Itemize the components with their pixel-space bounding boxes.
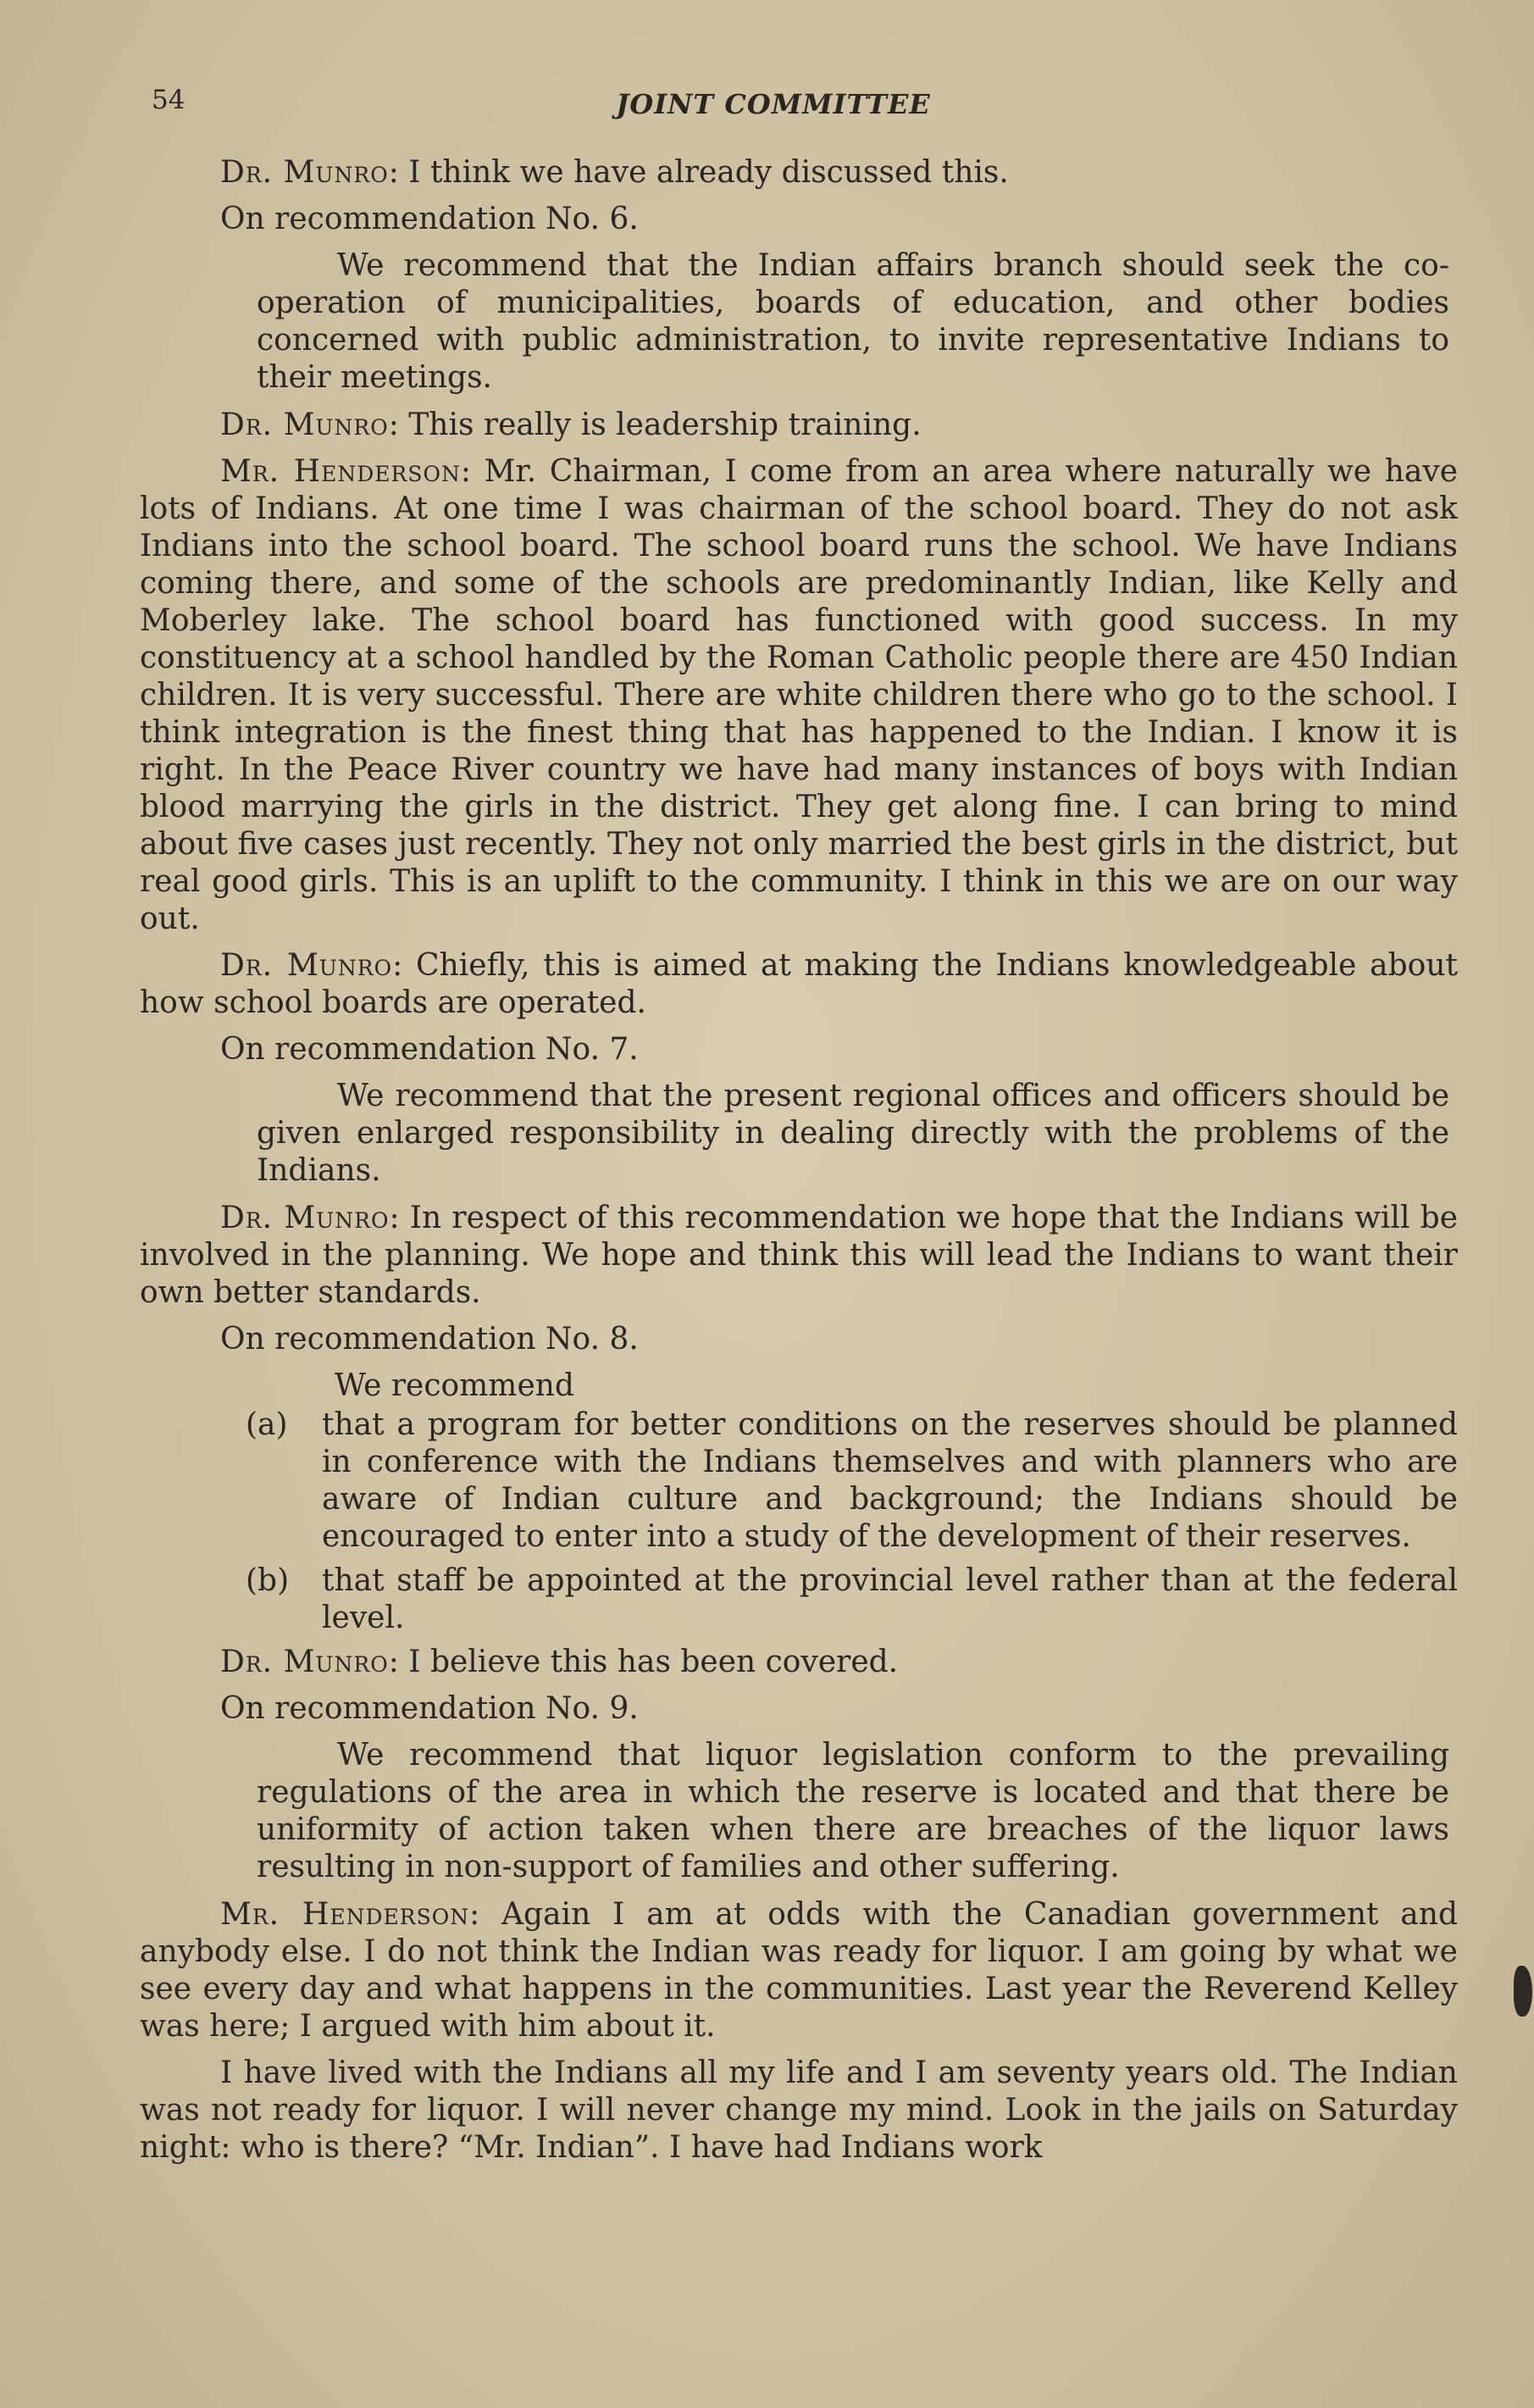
speaker-name: Dr. Munro (220, 408, 389, 442)
recommendation-item (246, 1407, 1458, 1556)
recommendation-lead: We recommend (335, 1368, 574, 1403)
recommendation-heading: On recommendation No. 7. (220, 1032, 639, 1067)
speech-text: Again I am at odds with the Canadian government and anybody else. I do not think the Indian was ready for liquor. I am going by what we see every day and what happens in the communities. Last year the Reverend Kelley was here; I argued with him about it. (140, 1897, 1458, 2044)
speech-text: I believe this has been covered. (408, 1645, 899, 1679)
speaker-name: Mr. Henderson (220, 454, 461, 489)
recommendation-heading: On recommendation No. 9. (220, 1691, 639, 1726)
item-label: (a) (246, 1407, 288, 1442)
recommendation-item (246, 1562, 1458, 1637)
recommendation-heading: On recommendation No. 8. (220, 1322, 639, 1357)
item-text: that a program for better conditions on the reserves should be planned in conference with the Indians themselves and with planners who are aware of Indian culture and background; the Indians should be encouraged to enter into a study of the development of their reserves. (322, 1407, 1458, 1554)
speech-text: I think we have already discussed this. (408, 155, 1009, 190)
recommendation-quote: We recommend that the Indian affairs branch should seek the co-operation of municipalities, boards of education, and other bodies concerned with public administration, to invite representative Indians to their meetings. (257, 248, 1449, 395)
document-body (140, 154, 1458, 2167)
speech-text: Chiefly, this is aimed at making the Indians knowledgeable about how school boards are operated. (140, 948, 1459, 1020)
speech-text: Mr. Chairman, I come from an area where naturally we have lots of Indians. At one time I was chairman of the school board. They do not ask Indians into the school board. The school board runs the school. We have Indians coming there, and some of the schools are predominantly Indian, like Kelly and Moberley lake. The school board has functioned with good success. In my constituency at a school handled by the Roman Catholic people there are 450 Indian children. It is very successful. There are white children there who go to the school. I think integration is the finest thing that has happened to the Indian. I know it is right. In the Peace River country we have had many instances of boys with Indian blood marrying the girls in the district. They get along fine. I can bring to mind about five cases just recently. They not only married the best girls in the district, but real good girls. This is an uplift to the community. I think in this we are on our way out. (140, 454, 1458, 936)
speech-paragraph: Mr. Henderson: Mr. Chairman, I come from an area where naturally we have lots of Indians. At one time I was chairman of the school board. They do not ask Indians into the school board. The school board runs the school. We have Indians coming there, and some of the schools are predominantly Indian, like Kelly and Moberley lake. The school board has functioned with good success. In my constituency at a school handled by the Roman Catholic people there are 450 Indian children. It is very successful. There are white children there who go to the school. I think integration is the finest thing that has happened to the Indian. I know it is right. In the Peace River country we have had many instances of boys with Indian blood marrying the girls in the district. They get along fine. I can bring to mind about five cases just recently. They not only married the best girls in the district, but real good girls. This is an uplift to the community. I think in this we are on our way out. (140, 454, 1458, 936)
item-text: that staff be appointed at the provincial level rather than at the federal level. (322, 1563, 1458, 1635)
page-header (140, 85, 1458, 136)
speaker-name: Dr. Munro (220, 1201, 390, 1235)
recommendation-quote: We recommend that liquor legislation conform to the prevailing regulations of the area in which the reserve is located and that there be uniformity of action taken when there are breaches of the liquor laws resulting in non-support of families and other suffering. (257, 1738, 1449, 1884)
speech-paragraph: Dr. Munro: In respect of this recommendation we hope that the Indians will be involved in the planning. We hope and think this will lead the Indians to want their own better standards. (140, 1201, 1459, 1310)
speaker-name: Dr. Munro (220, 155, 389, 190)
speech-text: In respect of this recommendation we hope that the Indians will be involved in the planning. We hope and think this will lead the Indians to want their own better standards. (140, 1201, 1459, 1310)
speech-paragraph: Dr. Munro: I think we have already discussed this. (220, 155, 1009, 190)
ink-smudge (1514, 1966, 1532, 2017)
speaker-name: Dr. Munro (220, 948, 393, 983)
running-head: JOINT COMMITTEE (616, 88, 931, 120)
speech-paragraph: Dr. Munro: I believe this has been covered. (220, 1645, 899, 1679)
speech-paragraph: Mr. Henderson: Again I am at odds with the Canadian government and anybody else. I do not think the Indian was ready for liquor. I am going by what we see every day and what happens in the communities. Last year the Reverend Kelley was here; I argued with him about it. (140, 1897, 1458, 2044)
item-label: (b) (246, 1563, 290, 1598)
speaker-name: Dr. Munro (220, 1645, 389, 1679)
speech-paragraph: Dr. Munro: This really is leadership training. (220, 408, 922, 442)
speaker-name: Mr. Henderson (220, 1897, 470, 1932)
body-paragraph: I have lived with the Indians all my life and I am seventy years old. The Indian was not ready for liquor. I will never change my mind. Look in the jails on Saturday night: who is there? “Mr. Indian”. I have had Indians work (140, 2056, 1458, 2165)
recommendation-heading: On recommendation No. 6. (220, 202, 639, 236)
page-number: 54 (152, 85, 186, 115)
speech-text: This really is leadership training. (408, 408, 922, 442)
recommendation-quote: We recommend that the present regional offices and officers should be given enlarged responsibility in dealing directly with the problems of the Indians. (257, 1079, 1449, 1188)
speech-paragraph: Dr. Munro: Chiefly, this is aimed at making the Indians knowledgeable about how school boards are operated. (140, 948, 1459, 1020)
